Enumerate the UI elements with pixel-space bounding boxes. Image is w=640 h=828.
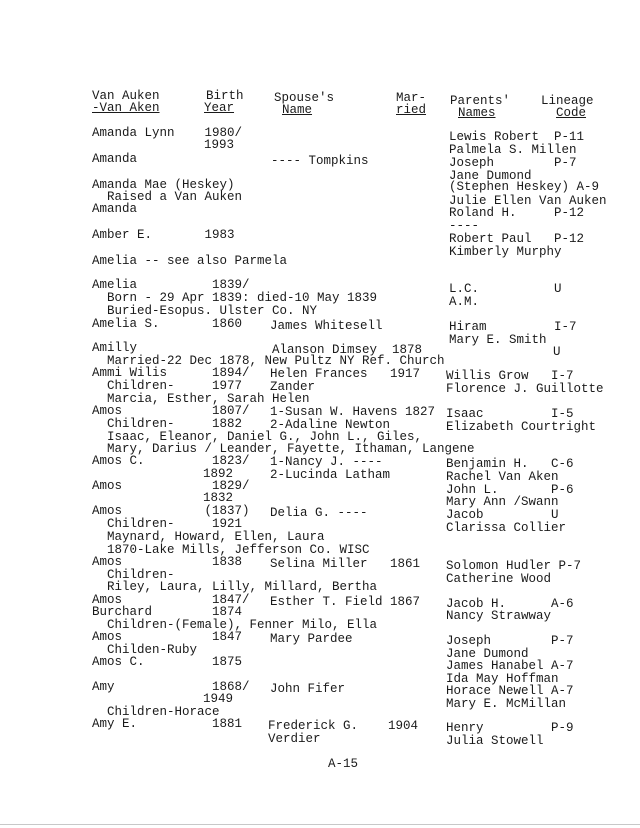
entry-line: Children-(Female), Fenner Milo, Ella	[92, 618, 378, 632]
entry-line: Amilly	[92, 341, 138, 355]
column-header: Van Auken	[92, 89, 160, 103]
entry-line: Raised a Van Auken	[92, 190, 243, 204]
column-header: -Van Aken	[92, 101, 160, 115]
entry-line: L.C. U	[449, 282, 562, 296]
column-header: Code	[556, 106, 587, 120]
entry-line: Jane Dumond	[449, 169, 532, 183]
entry-line: Amber E. 1983	[92, 228, 235, 242]
entry-line: Amos 1807/	[92, 404, 250, 418]
entry-line: Esther T. Field 1867	[270, 595, 421, 609]
entry-line: 2-Lucinda Latham	[270, 468, 391, 482]
entry-line: Amos 1838	[92, 555, 243, 569]
column-header: Parents'	[450, 94, 511, 108]
entry-line: Amos 1829/	[92, 479, 250, 493]
entry-line: Amy E. 1881	[92, 717, 243, 731]
entry-line: Nancy Strawway	[446, 609, 552, 623]
entry-line: 2-Adaline Newton	[270, 418, 391, 432]
entry-line: Zander	[270, 380, 316, 394]
column-header: Birth	[206, 89, 244, 103]
entry-line: Amos (1837)	[92, 504, 250, 518]
entry-line: Alanson Dimsey 1878	[272, 343, 423, 357]
entry-line: Joseph P-7	[449, 156, 577, 170]
entry-line: U	[553, 345, 561, 359]
entry-line: Catherine Wood	[446, 572, 552, 586]
bottom-divider	[0, 824, 640, 825]
entry-line: Children-	[92, 568, 175, 582]
entry-line: Amy 1868/	[92, 680, 250, 694]
entry-line: Isaac, Eleanor, Daniel G., John L., Giles,	[92, 430, 423, 444]
column-header: Mar-	[396, 91, 427, 105]
column-header: Names	[458, 106, 496, 120]
entry-line: Jacob U	[446, 508, 559, 522]
entry-line: Rachel Van Aken	[446, 470, 559, 484]
entry-line: (Stephen Heskey) A-9	[449, 180, 600, 194]
entry-line: 1-Susan W. Havens 1827	[270, 405, 436, 419]
entry-line: Julia Stowell	[446, 734, 544, 748]
entry-line: Mary E. McMillan	[446, 697, 567, 711]
column-header: ried	[396, 103, 427, 117]
entry-line: John L. P-6	[446, 483, 574, 497]
entry-line: Horace Newell A-7	[446, 684, 574, 698]
entry-line: Maynard, Howard, Ellen, Laura	[92, 530, 325, 544]
entry-line: Amanda Mae (Heskey)	[92, 178, 235, 192]
entry-line: Children-Horace	[92, 705, 220, 719]
entry-line: Children- 1977	[92, 379, 243, 393]
entry-line: Ida May Hoffman	[446, 672, 559, 686]
entry-line: Jacob H. A-6	[446, 597, 574, 611]
entry-line: Benjamin H. C-6	[446, 457, 574, 471]
entry-line: Amanda	[92, 152, 138, 166]
entry-line: 1832	[203, 491, 234, 505]
entry-line: James Whitesell	[270, 319, 383, 333]
entry-line: Buried-Esopus. Ulster Co. NY	[92, 304, 318, 318]
entry-line: Kimberly Murphy	[449, 245, 562, 259]
entry-line: Amelia 1839/	[92, 278, 250, 292]
entry-line: Amanda	[92, 202, 138, 216]
column-header: Spouse's	[274, 91, 335, 105]
entry-line: Burchard 1874	[92, 605, 243, 619]
entry-line: Married-22 Dec 1878, New Pultz NY Ref. Church	[92, 354, 445, 368]
entry-line: Verdier	[268, 732, 321, 746]
entry-line: Amelia S. 1860	[92, 317, 243, 331]
entry-line: Amelia -- see also Parmela	[92, 254, 288, 268]
entry-line: Florence J. Guillotte	[446, 382, 604, 396]
entry-line: 1993	[204, 138, 235, 152]
entry-line: Palmela S. Millen	[449, 143, 577, 157]
entry-line: Ammi Wilis 1894/	[92, 366, 250, 380]
entry-line: Mary Pardee	[270, 632, 353, 646]
entry-line: Lewis Robert P-11	[449, 130, 585, 144]
entry-line: Jane Dumond	[446, 647, 529, 661]
entry-line: ----	[449, 219, 480, 233]
entry-line: Amos 1847	[92, 630, 243, 644]
entry-line: Mary E. Smith	[449, 333, 547, 347]
entry-line: Amos 1847/	[92, 593, 250, 607]
entry-line: Robert Paul P-12	[449, 232, 585, 246]
column-header: Name	[282, 103, 313, 117]
entry-line: ---- Tompkins	[271, 154, 369, 168]
entry-line: Selina Miller 1861	[270, 557, 421, 571]
entry-line: 1892	[203, 467, 234, 481]
entry-line: Born - 29 Apr 1839: died-10 May 1839	[92, 291, 378, 305]
column-header: Year	[204, 101, 235, 115]
entry-line: 1949	[203, 692, 234, 706]
entry-line: Amanda Lynn 1980/	[92, 126, 243, 140]
entry-line: Amos C. 1823/	[92, 454, 250, 468]
entry-line: Frederick G. 1904	[268, 719, 419, 733]
entry-line: Helen Frances 1917	[270, 367, 421, 381]
entry-line: Solomon Hudler P-7	[446, 559, 582, 573]
entry-line: Isaac I-5	[446, 407, 574, 421]
entry-line: Mary Ann /Swann	[446, 495, 559, 509]
entry-line: John Fifer	[270, 682, 346, 696]
entry-line: Children- 1921	[92, 517, 243, 531]
entry-line: Children- 1882	[92, 417, 243, 431]
entry-line: Mary, Darius / Leander, Fayette, Ithaman, Langene	[92, 442, 475, 456]
page-number: A-15	[328, 757, 359, 771]
entry-line: 1870-Lake Mills, Jefferson Co. WISC	[92, 543, 370, 557]
entry-line: Elizabeth Courtright	[446, 420, 597, 434]
entry-line: A.M.	[449, 295, 480, 309]
entry-line: Amos C. 1875	[92, 655, 243, 669]
entry-line: Delia G. ----	[270, 506, 368, 520]
entry-line: Julie Ellen Van Auken	[449, 194, 607, 208]
entry-line: Marcia, Esther, Sarah Helen	[92, 392, 310, 406]
entry-line: Clarissa Collier	[446, 521, 567, 535]
entry-line: Willis Grow I-7	[446, 369, 574, 383]
entry-line: Riley, Laura, Lilly, Millard, Bertha	[92, 580, 378, 594]
entry-line: 1-Nancy J. ----	[270, 455, 383, 469]
entry-line: Roland H. P-12	[449, 206, 585, 220]
column-header: Lineage	[541, 94, 594, 108]
entry-line: James Hanabel A-7	[446, 659, 574, 673]
entry-line: Henry P-9	[446, 721, 574, 735]
entry-line: Childen-Ruby	[92, 643, 198, 657]
entry-line: Hiram I-7	[449, 320, 577, 334]
entry-line: Joseph P-7	[446, 634, 574, 648]
